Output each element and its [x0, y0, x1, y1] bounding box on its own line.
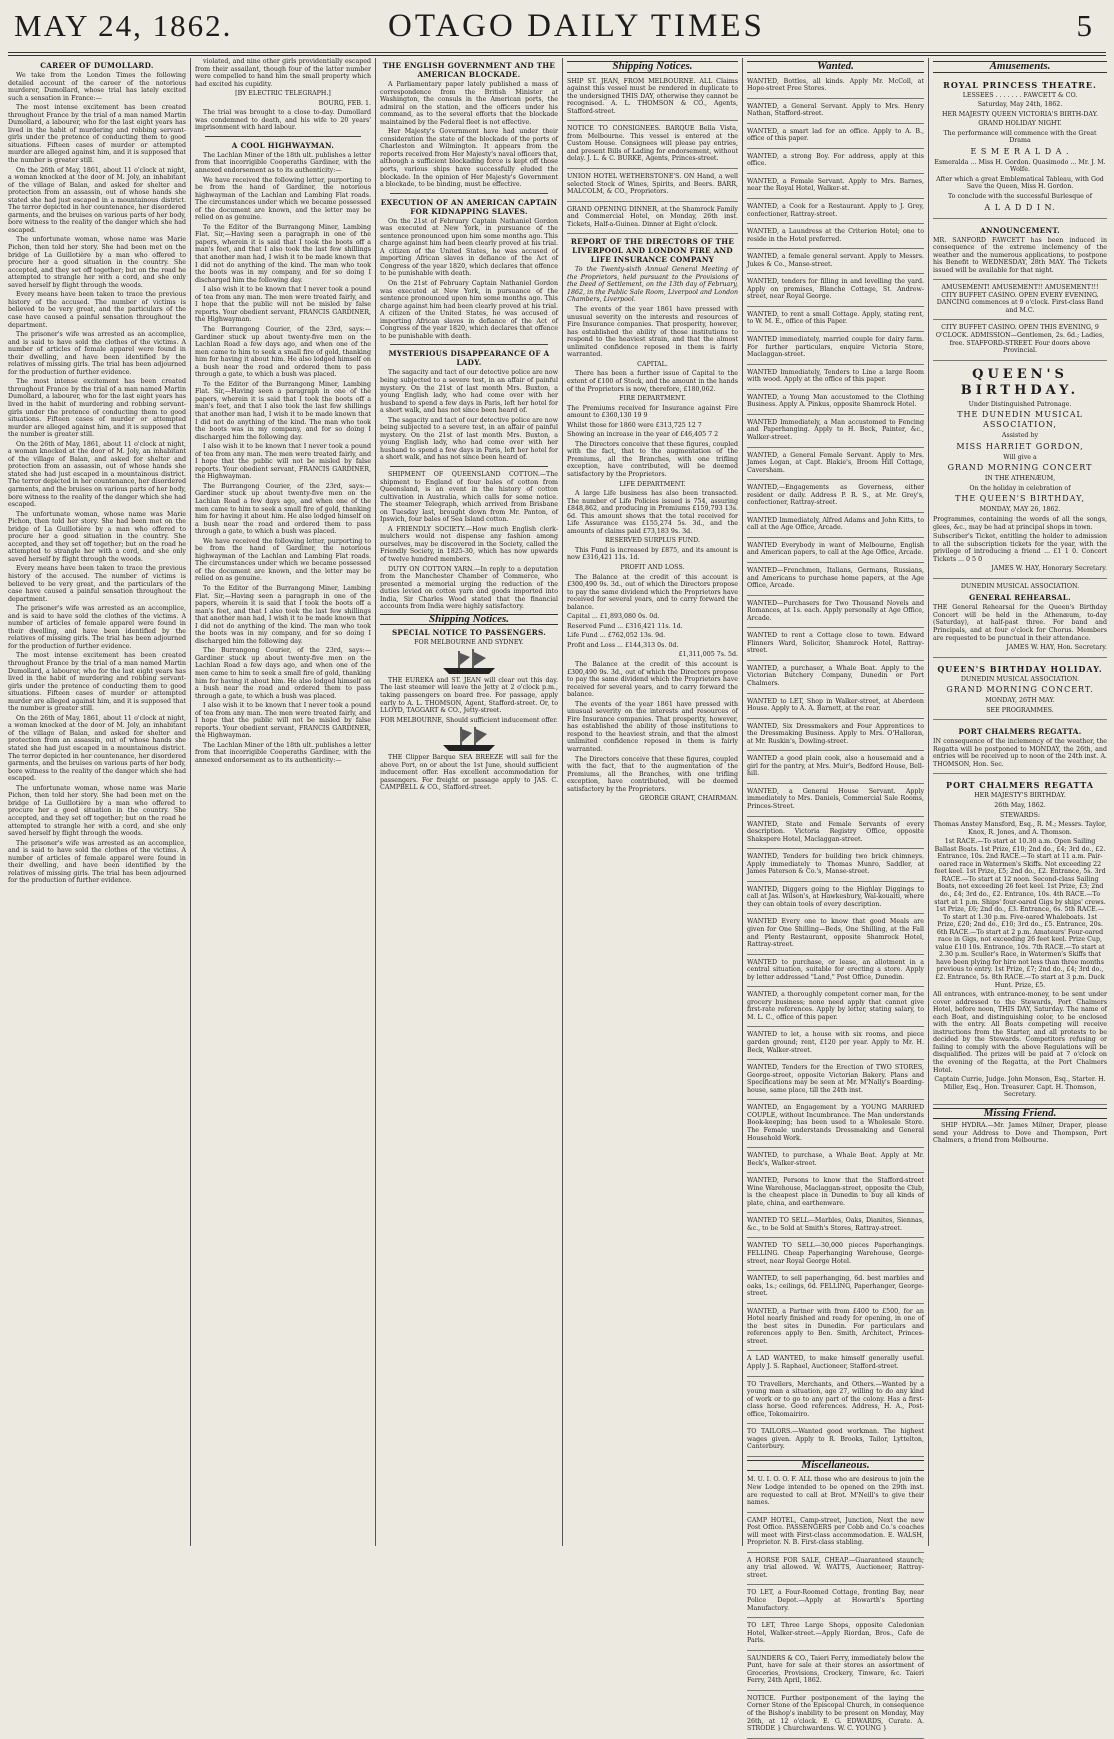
wanted-ad	[747, 916, 924, 954]
article-paragraph: The most intense excitement has been created throughout France by the trial of a man named Martin Dumollard, a labourer, who for the last eight years has lived in the habit of murdering and robbing servant-girls under the pretence of conducting them to good situations. Fifteen cases of murder or attempted murder are alleged against him, and it is supposed that the number is greater still.	[8, 104, 186, 165]
section-heading: Miscellaneous.	[747, 1460, 924, 1472]
ad-text: WANTED Everybody in want of Melbourne, English and American papers, to call at the Age Office, Arcade.	[747, 541, 924, 557]
notice-sub: FOR MELBOURNE, Should sufficient inducement offer.	[380, 716, 558, 724]
article-paragraph: The unfortunate woman, whose name was Marie Pichon, then told her story. She had been met on the bridge of La Guillotière by a man who offered to procure her a good situation in the country. She accepted, and they set off together; but on the road he attempted to strangle her with a cord, and she only saved herself by flight through the woods.	[8, 236, 186, 289]
wanted-ad	[747, 334, 924, 365]
wanted-ad	[747, 1062, 924, 1100]
article-paragraph: SHIPMENT OF QUEENSLAND COTTON.—The shipment to England of four bales of cotton from Queensland, is an event in the history of cotton cultivation in Australia, which calls for some notice. The steamer Telegraph, which arrived from Brisbane on Tuesday last, brought down from Mr. Panton, of Ipswich, four bales of Sea Island cotton.	[380, 470, 558, 524]
ship-icon	[439, 649, 499, 675]
report-total: Life Fund ... £762,052 13s. 9d.	[567, 632, 666, 640]
ad-text: WANTED Immediately, Tenders to Line a large Room with wood. Apply at the office of this paper.	[747, 368, 924, 384]
ad-line: Will give a	[1003, 453, 1037, 461]
section-heading: Amusements.	[933, 61, 1107, 73]
report-paragraph: The Directors conceive that these figures, coupled with the fact, that to the augmentation of the Premiums, all the Branches, with one trifling exception, have contributed, will be deemed satisfactory by the Proprietors.	[567, 440, 738, 478]
report-paragraph: The Balance at the credit of this account is £300,490 9s. 3d., out of which the Directors propose to pay the same dividend which the Proprietors have received for several years, and to carry forward the balance.	[567, 573, 738, 611]
wanted-ad	[747, 1426, 924, 1457]
ad-line: GRAND MORNING CONCERT	[947, 463, 1093, 473]
ad-line: DUNEDIN MUSICAL ASSOCIATION.	[960, 675, 1080, 683]
shipping-ad	[567, 204, 738, 235]
ad-text: WANTED, to purchase, a Whale Boat. Apply at Mr. Beck's, Walker-street.	[747, 1152, 924, 1167]
ad-text: WANTED to LET, Shop in Walker-street, at Aberdeen House. Apply to A. A. Barnett, at the rear.	[747, 697, 924, 713]
wanted-ad	[747, 450, 924, 481]
section-heading: Wanted.	[747, 61, 924, 73]
casino-ad	[933, 322, 1107, 360]
article-heading: A COOL HIGHWAYMAN.	[231, 140, 335, 150]
report-total: Capital ... £1,893,080 0s. 0d.	[567, 613, 660, 621]
wanted-ad	[747, 309, 924, 332]
ad-line: MONDAY, MAY 26, 1862.	[979, 506, 1061, 514]
telegraph-note: [BY ELECTRIC TELEGRAPH.]	[235, 90, 331, 98]
ad-text: WANTED—Frenchmen, Italians, Germans, Russians, and Americans to purchase home papers, at the Age Office, Arcade.	[747, 566, 924, 590]
ad-signature: JAMES W. HAY, Honorary Secretary.	[991, 565, 1107, 573]
ad-text: WANTED Immediately, a Man accustomed to Fencing and Paperhanging. Apply to H. Beck, Painter, &c., Walker-street.	[747, 418, 924, 441]
section-heading: Shipping Notices.	[567, 61, 738, 73]
report-paragraph: The Directors conceive that these figures, coupled with the fact, that to the augmentation of the Premiums, all the Branches, with one trifling exception, have contributed, will be deemed satisfactory by the Proprietors.	[567, 755, 738, 793]
page-number: 5	[1076, 8, 1092, 43]
article-paragraph: We take from the London Times the following detailed account of the career of the notorious murderer, Dumollard, whose trial has lately excited such a sensation in France:—	[8, 72, 186, 102]
masthead-rule	[8, 52, 1106, 53]
article-paragraph: The Lachlan Miner of the 18th ult. publishes a letter from that incorrigible Cooperaths Gardiner, with the annexed endorsement as to its authenticity:—	[195, 741, 371, 765]
article-paragraph: Every means have been taken to trace the previous history of the accused. The number of victims is believed to be very great, and the particulars of the case have caused a painful sensation throughout the department.	[8, 565, 186, 603]
theatre-lessees: LESSEES . . . . . . . FAWCETT & CO.	[962, 91, 1078, 99]
ad-text: TO LET, Three Large Shops, opposite Caledonian Hotel, Walker-street.—Apply Riordan, Bros., Cafe de Paris.	[747, 1622, 924, 1645]
shipping-ad	[567, 123, 738, 169]
ad-text: WANTED, Tenders for the Erection of TWO STORES, George-street, opposite Victorian Bakery. Plans and Specifications may be seen at Mr. M'Nally's Boarding-house, same place, till the 24th inst.	[747, 1064, 924, 1094]
notice-heading: SPECIAL NOTICE TO PASSENGERS.	[391, 628, 547, 638]
ad-text: A LAD WANTED, to make himself generally useful. Apply J. S. Raphael, Auctioneer, Stafford-street.	[747, 1355, 924, 1370]
report-subheading: LIFE DEPARTMENT.	[619, 480, 686, 488]
ad-text: A HORSE FOR SALE, CHEAP.—Guaranteed staunch; any trial allowed. W. WATTS, Auctioneer, Rattray-street.	[747, 1556, 924, 1579]
wanted-ad	[747, 819, 924, 850]
ad-text: NOTICE. Further postponement of the laying the Corner Stone of the Episcopal Church, in consequence of the Bishop's inability to be present on Monday, May 26th, at 12 o'clock. E. G. EDWARDS, Curate. A. STRODE } Churchwardens. W. C. YOUNG }	[747, 1694, 924, 1733]
wanted-ad	[747, 201, 924, 224]
dateline: BOURG, FEB. 1.	[318, 99, 371, 107]
wanted-ad	[747, 1240, 924, 1271]
ad-line: Assisted by	[1001, 432, 1039, 440]
article-paragraph: On the 26th of May, 1861, about 11 o'clock at night, a woman knocked at the door of M. Joly, an inhabitant of the village of Balan, and asked for shelter and protection from an assassin, out of whose hands she stated she had just escaped in a mountainous district. The terror depicted in her countenance, her disordered garments, and the bruises on various parts of her body, bore witness to the reality of the danger which she had escaped.	[8, 440, 186, 509]
concert-ad	[933, 363, 1107, 579]
ad-text: TO Travellers, Merchants, and Others.—Wanted by a young man a situation, age 27, willing to do any kind of work or to go to any part of the colony. Has a first-class horse. Good references. Address, H. A., Post-office, Tokomairiro.	[747, 1380, 924, 1418]
ad-text: All entrances, with entrance-money, to be sent under cover addressed to the Stewards, Port Chalmers Hotel, before noon, THIS DAY, Saturday. The name of each Boat, and distinguishing color, to be enclosed with the entry. All Boats competing will receive instructions from the Starter, and all protests to be decided by the Stewards. Competitors refusing or failing to comply with the above Regulations will be disqualified. The prizes will be paid at 7 o'clock on the evening of the Regatta, at the Port Chalmers Hotel.	[933, 991, 1107, 1074]
wanted-ad	[747, 251, 924, 274]
ad-text: WANTED to purchase, or lease, an allotment in a central situation, suitable for erecting a store. Apply by letter addressed "Land," Post Office, Dunedin.	[747, 958, 924, 981]
article-paragraph: The trial was brought to a close to-day. Dumollard was condemned to death, and his wife to 20 years' imprisonment with hard labour.	[195, 109, 371, 132]
ad-text: WANTED, a General Servant. Apply to Mrs. Henry Nathan, Stafford-street.	[747, 102, 924, 118]
wanted-ad	[747, 515, 924, 538]
theatre-line: The performance will commence with the Great Drama	[943, 129, 1097, 145]
wanted-ad	[747, 367, 924, 390]
article-paragraph: DUTY ON COTTON YARN.—In reply to a deputation from the Manchester Chamber of Commerce, who presented a memorial urging the reduction of the duties levied on cotton yarn and goods imported into India, Sir Charles Wood stated that the financial accounts from India were highly satisfactory.	[380, 565, 558, 611]
ad-text: WANTED, a smart lad for an office. Apply to A. B., office of this paper.	[747, 127, 924, 143]
wanted-ad	[747, 1029, 924, 1060]
ad-text: THE EUREKA and ST. JEAN will clear out this day. The last steamer will leave the Jetty at 2 o'clock p.m., taking passengers on board free. For passage, apply early to A. L. THOMSON, Agent, Stafford-street. Or, to LLOYD, TAGGART & CO., Jetty-street.	[380, 676, 558, 715]
article-paragraph: On the 26th of May, 1861, about 11 o'clock at night, a woman knocked at the door of M. Joly, an inhabitant of the village of Balan, and asked for shelter and protection from an assassin, out of whose hands she stated she had just escaped in a mountainous district. The terror depicted in her countenance, her disordered garments, and the bruises on various parts of her body, bore witness to the reality of the danger which she had escaped.	[8, 714, 186, 783]
ad-text: WANTED a good plain cook, also a housemaid and a girl for the pantry, at Mrs. Muir's, Bedford House, Bell-hill.	[747, 755, 924, 778]
wanted-ad	[747, 126, 924, 149]
article-paragraph: Every means have been taken to trace the previous history of the accused. The number of victims is believed to be very great, and the particulars of the case have caused a painful sensation throughout the department.	[8, 291, 186, 329]
wanted-ad	[747, 1102, 924, 1148]
column-1	[8, 58, 186, 1546]
misc-ad	[747, 1693, 924, 1739]
wanted-ad	[747, 276, 924, 307]
report-total: £1,311,005 7s. 5d.	[678, 651, 738, 659]
ad-text: WANTED TO SELL—30,000 pieces Paperhangings. FELLING. Cheap Paperhanging Warehouse, George-street, near Royal George Hotel.	[747, 1242, 924, 1265]
article-paragraph: The sagacity and tact of our detective police are now being subjected to a severe test, in an affair of painful mystery. On the 21st of last month Mrs. Buxton, a young English lady, who had come over with her husband to spend a few days in Paris, left her hotel for a short walk, and has not since been heard of.	[380, 369, 558, 415]
article-paragraph: To the Editor of the Burrangong Miner, Lambing Flat. Sir,—Having seen a paragraph in one of the papers, wherein it is said that I took the boots off a man's feet, and that I also took the last few shillings that another man had, I wish it to be made known that I did not do anything of the kind. The man who took the boots was in my company, and for so doing I discharged him the following day.	[195, 585, 371, 645]
article-paragraph: To the Editor of the Burrangong Miner, Lambing Flat. Sir,—Having seen a paragraph in one of the papers, wherein it is said that I took the boots off a man's feet, and that I also took the last few shillings that another man had, I wish it to be made known that I did not do anything of the kind. The man who took the boots was in my company, and for so doing I discharged him the following day.	[195, 223, 371, 284]
article-paragraph: We have received the following letter, purporting to be from the hand of Gardiner, the notorious highwayman of the Lachlan and Lambing Flat roads. The circumstances under which we became possessed of the document are known, and the letter may be relied on as genuine.	[195, 537, 371, 583]
wanted-ad	[747, 417, 924, 448]
masthead	[0, 0, 1114, 52]
misc-ad	[747, 1555, 924, 1586]
ad-text: WANTED, Persons to know that the Stafford-street Wine Warehouse, Maclaggan-street, opposite the Club, is the cheapest place in Dunedin to buy all kinds of plate, china, and earthenware.	[747, 1177, 924, 1207]
ad-line: SEE PROGRAMMES.	[986, 706, 1054, 714]
article-paragraph: The prisoner's wife was arrested as an accomplice, and is said to have sold the clothes of the victims. A number of articles of female apparel were found in their dwelling, and have been identified by the relatives of missing girls. The trial has been adjourned for the production of further evidence.	[8, 331, 186, 376]
column-4	[567, 58, 738, 1546]
report-total: Profit and Loss ... £144,313 0s. 0d.	[567, 641, 679, 649]
ad-text: CITY BUFFET CASINO. OPEN THIS EVENING, 9 O'CLOCK. ADMISSION—Gentlemen, 2s. 6d.; Ladies, free. STAFFORD-STREET. Four doors above Provincial.	[935, 324, 1105, 355]
ad-text: WANTED Every one to know that good Meals are given for One Shilling—Beds, One Shilling, at the Fall and Plenty Restaurant, opposite Shamrock Hotel, Rattray-street.	[747, 918, 924, 949]
ad-line: HER MAJESTY'S BIRTHDAY.	[974, 792, 1066, 800]
article-paragraph: The most intense excitement has been created throughout France by the trial of a man named Martin Dumollard, a labourer, who for the last eight years has lived in the habit of murdering and robbing servant-girls under the pretence of conducting them to good situations. Fifteen cases of murder or attempted murder are alleged against him, and it is supposed that the number is greater still.	[8, 652, 186, 713]
article-paragraph: The prisoner's wife was arrested as an accomplice, and is said to have sold the clothes of the victims. A number of articles of female apparel were found in their dwelling, and have been identified by the relatives of missing girls. The trial has been adjourned for the production of further evidence.	[8, 839, 186, 885]
theatre-line: HER MAJESTY QUEEN VICTORIA'S BIRTH-DAY.	[941, 110, 1099, 118]
theatre-line: GRAND HOLIDAY NIGHT.	[978, 120, 1062, 128]
wanted-ad	[747, 1150, 924, 1173]
wanted-ad	[747, 76, 924, 99]
ad-heading: GENERAL REHEARSAL.	[969, 593, 1071, 603]
wanted-ad	[747, 101, 924, 124]
ad-text: AMUSEMENT! AMUSEMENT!! AMUSEMENT!!! CITY BUFFET CASINO. OPEN EVERY EVENING. DANCING commences at 9 o'clock. First-class Band and M.C.	[936, 284, 1104, 314]
wanted-ad	[747, 957, 924, 988]
article-paragraph: The unfortunate woman, whose name was Marie Pichon, then told her story. She had been met on the bridge of La Guillotière by a man who offered to procure her a good situation in the country. She accepted, and they set off together; but on the road he attempted to strangle her with a cord, and she only saved herself by flight through the woods.	[8, 510, 186, 563]
wanted-ad	[747, 1353, 924, 1376]
ad-text: WANTED TO SELL—Marbles, Oaks, Dianites, Siennas, &c., to be Sold at Smith's Stores, Rattray-street.	[747, 1217, 924, 1232]
ad-text: UNION HOTEL WETHERSTONE'S. ON Hand, a well selected Stock of Wines, Spirits, and Beers. BARR, MALCOLM, & CO., Proprietors.	[567, 173, 738, 196]
article-paragraph: We have received the following letter, purporting to be from the hand of Gardiner, the notorious highwayman of the Lachlan and Lambing Flat roads. The circumstances under which we became possessed of the document are known, and the letter may be relied on as genuine.	[195, 176, 371, 222]
ad-text: WANTED immediately, married couple for dairy farm. For further particulars, enquire Victoria Store, Maclaggan-street.	[747, 336, 924, 359]
report-figure: Showing an increase in the year of £46,405 7 2	[567, 431, 719, 439]
report-paragraph: This Fund is increased by £875, and its amount is now £316,421 11s. 1d.	[567, 546, 738, 562]
ad-text: SAUNDERS & CO., Taieri Ferry, immediately below the Punt, have for sale at their stores an assortment of Groceries, Provisions, Crockery, Tinware, &c. Taieri Ferry, 24th April, 1862.	[747, 1654, 924, 1685]
ad-text: WANTED, a General House Servant. Apply immediately to Mrs. Daniels, Commercial Sale Rooms, Princes-Street.	[747, 787, 924, 810]
ad-text: TO TAILORS.—Wanted good workman. The highest wages given. Apply to R. Brooks, Tailor, Lyttelton, Canterbury.	[747, 1428, 924, 1451]
ad-text: WANTED, a strong Boy. For address, apply at this office.	[747, 152, 924, 168]
shipping-ad	[567, 76, 738, 122]
report-figure: The Premiums received for Insurance against Fire amount to £360,130 19 9	[567, 404, 738, 420]
ad-line: GRAND MORNING CONCERT.	[946, 685, 1094, 695]
ad-text: WANTED, a Laundress at the Criterion Hotel; one to reside in the Hotel preferred.	[747, 228, 924, 243]
misc-ad	[747, 1474, 924, 1512]
ad-line: STEWARDS:	[999, 811, 1041, 819]
ad-line: IN THE ATHENÆUM,	[984, 475, 1056, 483]
ad-heading: ANNOUNCEMENT.	[980, 225, 1060, 235]
divider	[390, 193, 548, 194]
article-heading: THE ENGLISH GOVERNMENT AND THE AMERICAN BLOCKADE.	[382, 61, 556, 79]
wanted-ad	[747, 851, 924, 882]
wanted-ad	[747, 696, 924, 719]
ad-text: WANTED, to sell paperhanging, 6d. best marbles and oaks, 1s.; ceilings, 6d. FELLING, Paperhanger, George-street.	[747, 1275, 924, 1298]
column-separator	[928, 58, 929, 1546]
divider	[390, 344, 548, 345]
ad-text: WANTED, an Engagement by a YOUNG MARRIED COUPLE, without Incumbrance. The Man understands Book-keeping; has been used to a Wholesale Store. The Female understands Dressmaking and General Household Work.	[747, 1104, 924, 1142]
ad-text: WANTED, a Partner with from £400 to £500, for an Hotel nearly finished and ready for opening, in one of the best sites in Dunedin. For particulars and references apply to Ben. Smith, Architect, Princes-street.	[747, 1307, 924, 1345]
report-subheading: RESERVED SURPLUS FUND.	[604, 537, 701, 545]
wanted-ad	[747, 1306, 924, 1352]
ad-signature: JAMES W. HAY, Hon. Secretary.	[1006, 644, 1107, 652]
theatre-name: ROYAL PRINCESS THEATRE.	[943, 79, 1097, 90]
report-subheading: CAPITAL.	[637, 360, 668, 368]
report-figure: Whilst those for 1860 were £313,725 12 7	[567, 421, 702, 429]
ad-headline: QUEEN'S BIRTHDAY.	[960, 366, 1080, 398]
ad-line: 26th May, 1862.	[994, 801, 1046, 809]
ad-text: WANTED, State and Female Servants of every description. Victoria Registry Office, opposite Shakspere Hotel, Maclaggan-street.	[747, 820, 924, 843]
report-paragraph: The Balance at the credit of this account is £300,490 9s. 3d., out of which the Directors propose to pay the same dividend which the Proprietors have received for several years, and to carry forward the balance.	[567, 661, 738, 699]
shipping-ad	[567, 171, 738, 202]
ad-text: THE General Rehearsal for the Queen's Birthday Concert will be held in the Athenæum, to-day (Saturday), at half-past three. For band and Principals, and at four o'clock for Chorus. Members are requested to be punctual in their attendance.	[933, 604, 1107, 642]
report-subtitle: To the Twenty-sixth Annual General Meeting of the Proprietors, held pursuant to the Provisions of the Deed of Settlement, on the 13th day of February, 1862, in the Public Sale Room, Liverpool and London Chambers, Liverpool.	[567, 266, 738, 304]
wanted-ad	[747, 1273, 924, 1304]
column-6	[933, 58, 1107, 1546]
wanted-ad	[747, 482, 924, 513]
ad-line: THE QUEEN'S BIRTHDAY,	[955, 494, 1085, 504]
article-paragraph: violated, and nine other girls providentially escaped from their assailant, though four of the latter number were compelled to hand him the small property which had excited his cupidity.	[195, 58, 371, 88]
ad-text: MR. SANFORD FAWCETT has been induced in consequence of the extreme inclemency of the weather and the numerous applications, to postpone his Benefit to WEDNESDAY, 28th MAY. The Tickets issued will be available for that night.	[933, 236, 1107, 274]
article-paragraph: On the 21st of February Captain Nathaniel Gordon was executed at New York, in pursuance of the sentence pronounced upon him some months ago. This charge against him had been clearly proved at his trial. A citizen of the United States, he was accused of importing African slaves in defiance of the Act of Congress of the year 1820, which declares that offence to be punishable with death.	[380, 280, 558, 340]
article-paragraph: To the Editor of the Burrangong Miner, Lambing Flat. Sir,—Having seen a paragraph in one of the papers, wherein it is said that I took the boots off a man's feet, and that I also took the last few shillings that another man had, I wish it to be made known that I did not do anything of the kind. The man who took the boots was in my company, and for so doing I discharged him the following day.	[195, 380, 371, 441]
wanted-ad	[747, 663, 924, 694]
wanted-ad	[747, 786, 924, 817]
wanted-ad	[747, 1175, 924, 1213]
divider	[205, 136, 361, 137]
theatre-date: Saturday, May 24th, 1862.	[977, 101, 1063, 109]
ad-headline: QUEEN'S BIRTHDAY HOLIDAY.	[937, 663, 1103, 674]
play-title: A L A D D I N.	[984, 202, 1056, 212]
ad-text: WANTED, Six Dressmakers and Four Apprentices to the Dressmaking Business. Apply to Mrs. O'Halloran, at Mr. Ruskin's, Dowling-street.	[747, 722, 924, 745]
wanted-ad	[747, 392, 924, 415]
report-paragraph: There has been a further issue of Capital to the extent of £100 of Stock, and the amount in the hands of the Proprietors is now, therefore, £180,062.	[567, 370, 738, 393]
column-5	[747, 58, 924, 1733]
ad-text: WANTED, a General Female Servant. Apply to Mrs. James Logan, at Capt. Blakie's, Broom Hill Cottage, Caversham.	[747, 451, 924, 474]
wanted-ad	[747, 1379, 924, 1425]
ad-text: WANTED, Diggers going to the Highlay Diggings to call at Jas. Wilson's, at Hawkesbury, Wal-kouaiti, where they can obtain tools of every description.	[747, 885, 924, 908]
ad-text: CAMP HOTEL, Camp-street, Junction, Next the new Post Office. PASSENGERS per Cobb and Co.'s coaches will meet with First-class accommodation. E. WALSH, Proprietor. N. B. First-class stabling.	[747, 1516, 924, 1547]
ad-text: WANTED, tenders for filling in and levelling the yard. Apply on premises, Blanche Cottage, St. Andrew-street, near Royal George.	[747, 278, 924, 301]
report-paragraph: A large Life business has also been transacted. The number of Life Policies issued is 754, assuring £848,862, and producing in Premiums £159,793 13s. 6d. This amount shows that the total received for Life Assurance was £155,274 5s. 3d., and the amounts of claims paid £73,183 9s. 3d.	[567, 490, 738, 535]
ad-line: DUNEDIN MUSICAL ASSOCIATION.	[960, 582, 1080, 590]
theatre-cast: Esmeralda ... Miss H. Gordon. Quasimodo ... Mr. J. M. Wolfe.	[934, 158, 1106, 174]
column-separator	[742, 58, 743, 1546]
article-paragraph: The most intense excitement has been created throughout France by the trial of a man named Martin Dumollard, a labourer, who for the last eight years has lived in the habit of murdering and robbing servant-girls under the pretence of conducting them to good situations. Fifteen cases of murder or attempted murder are alleged against him, and it is supposed that the number is greater still.	[8, 378, 186, 439]
column-separator	[375, 58, 376, 1546]
wanted-ad	[747, 151, 924, 174]
article-paragraph: The Burrangong Courier, of the 23rd, says:—Gardiner stuck up about twenty-five men on the Lachlan Road a few days ago, and when one of the men came to him to seek a small fire of gold, thanking him for having it about him. He also lodged himself on a bush near the road and ordered them to pass through a gate, to which a bush was placed.	[195, 325, 371, 379]
ad-text: WANTED, Tenders for building two brick chimneys. Apply immediately to Thomas Munro, Saddler, at James Paterson & Co.'s, Manse-street.	[747, 853, 924, 876]
article-paragraph: The unfortunate woman, whose name was Marie Pichon, then told her story. She had been met on the bridge of La Guillotière by a man who offered to procure her a good situation in the country. She accepted, and they set off together; but on the road he attempted to strangle her with a cord, and she only saved herself by flight through the woods.	[8, 784, 186, 838]
notice-sub: FOR MELBOURNE AND SYDNEY.	[414, 639, 524, 647]
article-heading: EXECUTION OF AN AMERICAN CAPTAIN FOR KIDNAPPING SLAVES.	[380, 197, 558, 216]
article-paragraph: Her Majesty's Government have had under their consideration the state of the blockade of the ports of Charleston and Wilmington. It appears from the reports received from Her Majesty's naval officers that, although a sufficient blockading force is kept off those ports, various ships have successfully eluded the blockade. In the opinion of Her Majesty's Government a blockade, to be binding, must be effective.	[380, 128, 558, 189]
article-paragraph: On the 21st of February Captain Nathaniel Gordon was executed at New York, in pursuance of the sentence pronounced upon him some months ago. This charge against him had been clearly proved at his trial. A citizen of the United States, he was accused of importing African slaves in defiance of the Act of Congress of the year 1820, which declares that offence to be punishable with death.	[380, 217, 558, 278]
ad-text: WANTED, a female general servant. Apply to Messrs. Jukes & Co., Manse-street.	[747, 253, 924, 268]
rehearsal-ad	[933, 581, 1107, 658]
article-paragraph: The Burrangong Courier, of the 23rd, says:—Gardiner stuck up about twenty-five men on the Lachlan Road a few days ago, and when one of the men came to him to seek a small fire of gold, thanking him for having it about him. He also lodged himself on a bush near the road and ordered them to pass through a gate, to which a bush was placed.	[195, 647, 371, 700]
report-signature: GEORGE GRANT, CHAIRMAN.	[639, 795, 738, 803]
ad-text: WANTED Immediately, Alfred Adams and John Kitts, to call at the Age Office, Arcade.	[747, 516, 924, 532]
wanted-ad	[747, 598, 924, 629]
ship-icon	[439, 726, 499, 752]
wanted-ad	[747, 176, 924, 199]
ad-text: 1st RACE.—To start at 10.30 a.m. Open Sailing Ballast Boats. 1st Prize, £10; 2nd do., £4; 3rd do., £2. Entrance, 10s. 2nd RACE.—To start at 11 a.m. Pair-oared race in Watermen's Skiffs. Not exceeding 22 feet keel. 1st Prize, £5; 2nd do., £2. Entrance, 5s. 3rd RACE.—To start at 12 noon. Second-class Sailing Boats, not exceeding 26 feet keel. 1st Prize, £3; 2nd do., £4; 3rd do., £2. Entrance, 10s. 4th RACE.—To start at 1 p.m. Ships' four-oared Gigs by ships' crews. 1st Prize, £6; 2nd do., £3. Entrance, 6s. 5th RACE.—To start at 1.30 p.m. Five-oared Whaleboats. 1st Prize, £20; 2nd do., £10; 3rd do., £5. Entrance, 20s. 6th RACE.—To start at 2 p.m. Amateurs' Four-oared race in Gigs, not exceeding 26 feet keel. Prize Cup, value £10 10s. Entrance, 10s. 7th RACE.—To start at 2.30 p.m. Sculler's Race, in Watermen's Skiffs that have been plying for hire not less than three months previous to entry. 1st Prize, £7; 2nd do., £4; 3rd do., £2. Entrance, 5s. 8th RACE.—To start at 3 p.m. Duck Hunt. Prize, £5.	[934, 838, 1106, 989]
ad-text: Subscriber's Ticket, entitling the holder to admission to all the subscription tickets for the year, with the privilege of introducing a friend ... £1 1 0. Concert Tickets ... 0 5 0	[933, 533, 1107, 563]
ad-text: NOTICE TO CONSIGNEES. BARQUE Bella Vista, from Melbourne. This vessel is entered at the Custom House. Consignees will please pay entries, and present Bills of Lading for endorsement, without delay. J. L. & C. BURKE, Agents, Princes-street.	[567, 125, 738, 163]
article-paragraph: The Burrangong Courier, of the 23rd, says:—Gardiner stuck up about twenty-five men on the Lachlan Road a few days ago, and when one of the men came to him to seek a small fire of gold, thanking him for having it about him. He also lodged himself on a bush near the road and ordered them to pass through a gate, to which a bush was placed.	[195, 482, 371, 536]
report-total: Reserved Fund ... £316,421 11s. 1d.	[567, 622, 683, 630]
theatre-ad	[933, 76, 1107, 219]
article-paragraph: A Parliamentary paper lately published a mass of correspondence from the British Minister at Washington, the consuls in the American ports, the admiral on the station, and the officers under his command, as to the several efforts that the blockade maintained by the Federal fleet is not effective.	[380, 81, 558, 126]
announcement-ad	[933, 221, 1107, 281]
wanted-ad	[747, 884, 924, 915]
regatta-ad	[933, 776, 1107, 1104]
wanted-list	[747, 76, 924, 1457]
wanted-ad	[747, 753, 924, 784]
column-3	[380, 58, 558, 1546]
report-paragraph: The events of the year 1861 have pressed with unusual severity on the interests and resources of Fire Insurance companies. That prosperity, however, has established the ability of those institutions to respond to the heaviest strain, and that the almost unlimited confidence reposed in them is fairly warranted.	[567, 700, 738, 754]
wanted-ad	[747, 226, 924, 249]
misc-ad	[747, 1515, 924, 1553]
ad-text: SHIP HYDRA.—Mr. James Milner, Draper, please send your Address to Dove and Thompson, Port Chalmers, a friend from Melbourne.	[933, 1122, 1107, 1145]
divider	[390, 466, 548, 467]
casino-ad	[933, 282, 1107, 320]
ad-text: SHIP ST. JEAN, FROM MELBOURNE. ALL Claims against this vessel must be rendered in duplicate to the undersigned THIS DAY, otherwise they cannot be recognised. A. L. THOMSON & CO., Agents, Stafford-street.	[567, 77, 738, 115]
ad-line: On the holiday in celebration of	[969, 484, 1071, 492]
misc-ad	[747, 1653, 924, 1691]
article-paragraph: I also wish it to be known that I never took a pound of tea from any man. The men were treated fairly, and I hope that the public will not be misled by false reports. Your obedient servant, FRANCIS GARDINER, the Highwayman.	[195, 286, 371, 324]
masthead-date: MAY 24, 1862.	[14, 8, 233, 43]
wanted-ad	[747, 565, 924, 596]
ad-text: WANTED,—Engagements as Governess, either resident or daily. Address P. R. S., at Mr. Grey's, confectioner, Rattray-street.	[747, 484, 924, 507]
ad-text: WANTED, a purchaser, a Whale Boat. Apply to the Victorian Butchery Company, Dunedin or Port Chalmers.	[747, 664, 924, 687]
section-heading: Missing Friend.	[933, 1108, 1107, 1120]
ad-text: WANTED—Purchasers for Two Thousand Novels and Romances, at 1s. each. Apply personally at Age Office, Arcade.	[747, 599, 924, 622]
report-heading: REPORT OF THE DIRECTORS OF THE LIVERPOOL AND LONDON FIRE AND LIFE INSURANCE COMPANY	[570, 237, 735, 265]
ad-text: GRAND OPENING DINNER, at the Shamrock Family and Commercial Hotel, on Monday, 26th inst. Tickets, Half-a-Guinea. Dinner at Eight o'clock.	[567, 205, 738, 228]
ad-text: WANTED, Bottles, all kinds. Apply Mr. McColl, at Hope-street Free Stores.	[747, 77, 924, 93]
theatre-line: To conclude with the successful Burlesque of	[947, 193, 1093, 201]
wanted-ad	[747, 630, 924, 661]
column-2	[195, 58, 371, 1546]
article-paragraph: I also wish it to be known that I never took a pound of tea from any man. The men were treated fairly, and I hope that the public will not be misled by false reports. Your obedient servant, FRANCIS GARDINER, the Highwayman.	[195, 443, 371, 481]
report-subheading: PROFIT AND LOSS.	[620, 563, 685, 571]
ad-text: WANTED, to rent a small Cottage. Apply, stating rent, to W. M. E., office of this Paper.	[747, 310, 924, 326]
section-heading: Shipping Notices.	[380, 614, 558, 626]
play-title: E S M E R A L D A .	[970, 146, 1070, 156]
ad-text: WANTED to rent a Cottage close to town. Edward Flinners Ward, Solicitor, Shamrock Hotel, Rattray-street.	[747, 632, 924, 655]
article-paragraph: A FRIENDLY SOCIETY.—How much English clerk-mulchers would not dispense any fashion among ourselves, may be discovered in the Society, called the Friendly Society, in 1825-30, which has now upwards of twelve hundred members.	[380, 525, 558, 563]
ad-text: WANTED, a Young Man accustomed to the Clothing Business. Apply A. Pinkus, opposite Shamrock Hotel.	[747, 393, 924, 409]
article-paragraph: The Lachlan Miner of the 18th ult. publishes a letter from that incorrigible Cooperaths Gardiner, with the annexed endorsement as to its authenticity:—	[195, 151, 371, 175]
ad-text: WANTED, a Cook for a Restaurant. Apply to J. Grey, confectioner, Rattray-street.	[747, 203, 924, 218]
column-separator	[562, 58, 563, 1546]
regatta-ad	[933, 722, 1107, 774]
ad-text: WANTED, a Female Servant. Apply to Mrs. Barnes, near the Royal Hotel, Walker-st.	[747, 177, 924, 193]
masthead-rule-2	[8, 55, 1106, 56]
article-paragraph: The sagacity and tact of our detective police are now being subjected to a severe test, in an affair of painful mystery. On the 21st of last month Mrs. Buxton, a young English lady, who had come over with her husband to spend a few days in Paris, left her hotel for a short walk, and has not since been heard of.	[380, 416, 558, 462]
report-paragraph: The events of the year 1861 have pressed with unusual severity on the interests and resources of Fire Insurance companies. That prosperity, however, has established the ability of those institutions to respond to the heaviest strain, and that the almost unlimited confidence reposed in them is fairly warranted.	[567, 306, 738, 359]
wanted-ad	[747, 989, 924, 1027]
ad-line: Under Distinguished Patronage.	[968, 400, 1072, 408]
misc-ad	[747, 1620, 924, 1651]
article-paragraph: The prisoner's wife was arrested as an accomplice, and is said to have sold the clothes of the victims. A number of articles of female apparel were found in their dwelling, and have been identified by the relatives of missing girls. The trial has been adjourned for the production of further evidence.	[8, 605, 186, 650]
ad-text: IN consequence of the inclemency of the weather, the Regatta will be postponed to MONDAY, the 26th, and entries will be received up to noon of the 24th inst. A. THOMSON, Hon. Sec.	[933, 738, 1107, 768]
theatre-line: After which a great Emblematical Tableau, with God Save the Queen, Miss H. Gordon.	[936, 175, 1104, 191]
misc-ad	[747, 1587, 924, 1618]
article-heading: MYSTERIOUS DISAPPEARANCE OF A LADY.	[388, 349, 550, 368]
wanted-ad	[747, 721, 924, 752]
ad-line: MONDAY, 26TH MAY.	[985, 697, 1055, 705]
ad-line: MISS HARRIET GORDON,	[956, 441, 1084, 451]
ad-heading: PORT CHALMERS REGATTA.	[958, 727, 1082, 737]
holiday-ad	[933, 660, 1107, 721]
article-paragraph: On the 26th of May, 1861, about 11 o'clock at night, a woman knocked at the door of M. Joly, an inhabitant of the village of Balan, and asked for shelter and protection from an assassin, out of whose hands she stated she had just escaped in a mountainous district. The terror depicted in her countenance, her disordered garments, and the bruises on various parts of her body, bore witness to the reality of the danger which she had escaped.	[8, 166, 186, 234]
ad-headline: PORT CHALMERS REGATTA	[946, 780, 1094, 791]
ad-text: WANTED to let, a house with six rooms, and piece garden ground; rent, £120 per year. Apply to Mr. H. Beck, Walker-street.	[747, 1031, 924, 1054]
article-paragraph: I also wish it to be known that I never took a pound of tea from any man. The men were treated fairly, and I hope that the public will not be misled by false reports. Your obedient servant, FRANCIS GARDINER, the Highwayman.	[195, 702, 371, 740]
wanted-ad	[747, 1215, 924, 1238]
report-subheading: FIRE DEPARTMENT.	[619, 395, 686, 403]
ad-line: Captain Currie, Judge. John Monson, Esq., Starter. H. Miller, Esq., Hon. Treasurer. Capt. H. Thomson, Secretary.	[934, 1076, 1106, 1099]
column-separator	[190, 58, 191, 1546]
ad-text: TO LET, a Four-Roomed Cottage, fronting Bay, near Police Depot.—Apply at Howarth's Sporting Manufactory.	[747, 1589, 924, 1612]
ad-line: THE DUNEDIN MUSICAL ASSOCIATION,	[957, 410, 1083, 430]
masthead-title: OTAGO DAILY TIMES	[388, 8, 765, 44]
ad-line: Thomas Anstey Mansford, Esq., R. M.; Messrs. Taylor, Knox, R. Jones, and A. Thomson.	[933, 821, 1107, 836]
ad-text: WANTED, a thoroughly competent corner man, for the grocery business; none need apply that cannot give first-rate references. Apply by letter, stating salary, to M. L. C., office of this paper.	[747, 991, 924, 1021]
ad-text: THE Clipper Barque SEA BREEZE will sail for the above Port, on or about the 1st June, should sufficient inducement offer. Has excellent accommodation for passengers. For freight or passage apply to JAS. C. CAMPBELL & CO., Stafford-street.	[380, 754, 558, 792]
wanted-ad	[747, 540, 924, 563]
article-heading: CAREER OF DUMOLLARD.	[40, 61, 154, 70]
ad-text: Programmes, containing the words of all the songs, glees, &c., may be had at principal shops in town.	[933, 515, 1107, 531]
ad-text: M. U. I. O. O. F. ALL those who are desirous to join the New Lodge intended to be opened on the 29th inst. are requested to call at Brot. M'Neill's to give their names.	[747, 1476, 924, 1507]
